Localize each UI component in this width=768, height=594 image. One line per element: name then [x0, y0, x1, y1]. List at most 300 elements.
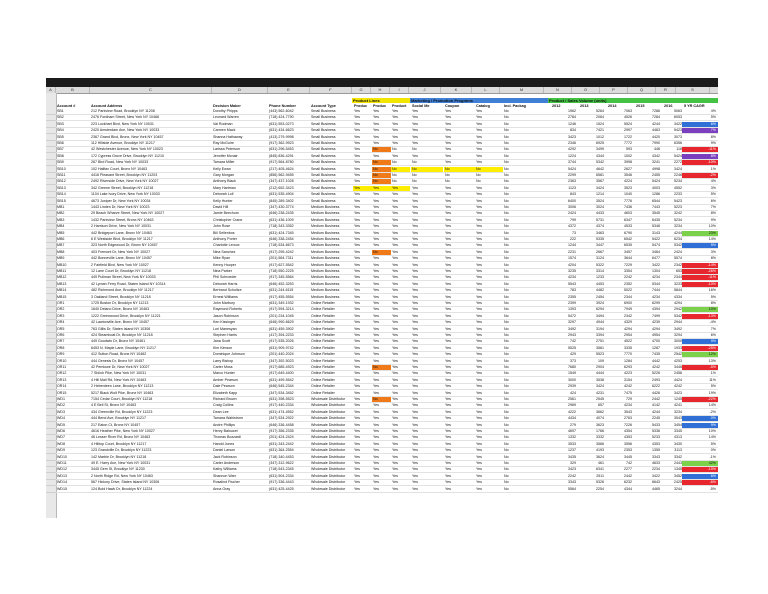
cell-v3[interactable]: 7229 — [624, 262, 632, 267]
cell-ct[interactable]: Yes — [476, 448, 482, 453]
cell-ph[interactable]: (631) 349-1932 — [269, 301, 294, 305]
cell-ct[interactable]: Yes — [476, 109, 482, 113]
table-row[interactable] — [56, 429, 718, 435]
table-row[interactable] — [56, 160, 718, 166]
cell-type[interactable]: Small Business — [311, 179, 336, 184]
cell-c[interactable]: Yes — [392, 486, 398, 491]
cell-type[interactable]: Small Business — [311, 147, 336, 152]
cell-ip[interactable]: No — [504, 473, 509, 478]
cell-ip[interactable]: No — [504, 205, 509, 209]
cell-dm[interactable]: Elizabeth Kapp — [213, 390, 238, 395]
cell-cp[interactable]: Yes — [445, 365, 451, 369]
cell-acct[interactable]: OR5 — [57, 326, 65, 331]
cell-c[interactable]: Yes — [392, 205, 398, 209]
cell-sm[interactable]: Yes — [412, 429, 418, 433]
cell-acct[interactable]: MB12 — [57, 275, 67, 280]
cell-addr[interactable]: 124 Bold Hawk Dr, Brooklyn NY 11224 — [91, 486, 153, 491]
table-row[interactable] — [56, 359, 718, 365]
cell-cp[interactable]: Yes — [445, 461, 451, 465]
cell-b[interactable]: Yes — [373, 205, 379, 209]
table-row[interactable] — [56, 269, 718, 275]
cell-a[interactable]: Yes — [354, 198, 360, 203]
table-row[interactable] — [56, 263, 718, 269]
row-number[interactable] — [46, 410, 56, 416]
cell-cp[interactable]: Yes — [445, 409, 451, 414]
table-row[interactable] — [56, 282, 718, 288]
cell-ph[interactable]: (631) 364-2554 — [269, 448, 294, 453]
cell-v5[interactable]: 4334 — [674, 294, 682, 299]
cell-addr[interactable]: 1725 Boston Dr, Brooklyn NY 11213 — [91, 301, 149, 305]
cell-v4[interactable]: 2234 — [652, 467, 660, 472]
cell-ct[interactable]: Yes — [476, 454, 482, 459]
cell-v3[interactable]: 742 — [626, 461, 632, 465]
cell-sm[interactable]: Yes — [412, 473, 418, 478]
cell-addr[interactable]: 212 Parkview Road, Brooklyn NY 11208 — [91, 109, 155, 113]
cell-cp[interactable]: Yes — [445, 141, 451, 145]
cell-v5[interactable]: 5234 — [674, 217, 682, 222]
table-row[interactable] — [56, 192, 718, 198]
cell-sm[interactable]: Yes — [412, 121, 418, 126]
cell-c[interactable]: Yes — [392, 128, 398, 133]
table-row[interactable] — [56, 231, 718, 237]
row-number[interactable] — [46, 115, 56, 121]
cell-cagr[interactable]: 4% — [710, 109, 716, 113]
cell-ct[interactable]: Yes — [476, 365, 482, 369]
cell-v4[interactable]: 2442 — [652, 397, 660, 401]
cell-sm[interactable]: Yes — [412, 275, 418, 280]
cell-v1[interactable]: 4697 — [568, 429, 576, 433]
cell-ct[interactable]: Yes — [476, 397, 482, 401]
row-number[interactable] — [46, 448, 56, 454]
cell-acct[interactable]: MB9 — [57, 256, 65, 261]
cell-cagr[interactable]: 6% — [710, 198, 716, 203]
cell-v5[interactable]: 2272 — [674, 160, 682, 165]
cell-v3[interactable]: 3523 — [624, 185, 632, 190]
table-row[interactable] — [56, 320, 718, 326]
cell-v3[interactable]: 5022 — [624, 288, 632, 293]
cell-ph[interactable]: (631) 424-7345 — [269, 230, 294, 235]
cell-b[interactable]: No — [373, 173, 378, 177]
cell-cp[interactable]: Yes — [445, 333, 451, 337]
column-header-h[interactable]: H — [371, 87, 390, 93]
cell-v1[interactable]: 3343 — [568, 480, 576, 485]
cell-b[interactable]: Yes — [373, 288, 379, 293]
cell-dm[interactable]: Phil Schroeder — [213, 275, 237, 280]
cell-acct[interactable]: MB15 — [57, 294, 67, 299]
cell-dm[interactable]: Kathy Williams — [213, 467, 237, 472]
cell-b[interactable]: Yes — [373, 409, 379, 414]
cell-acct[interactable]: SB1 — [57, 109, 64, 113]
cell-sm[interactable]: Yes — [412, 390, 418, 395]
cell-a[interactable]: Yes — [354, 262, 360, 267]
cell-ip[interactable]: No — [504, 275, 509, 280]
cell-sm[interactable]: Yes — [412, 435, 418, 440]
cell-c[interactable]: Yes — [392, 275, 398, 280]
cell-v2[interactable]: 1233 — [596, 275, 604, 280]
cell-ph[interactable]: (646) 452-3253 — [269, 281, 294, 286]
cell-b[interactable]: Yes — [373, 243, 379, 248]
cell-v4[interactable]: 1286 — [652, 192, 660, 197]
cell-dm[interactable]: Tamara Miller — [213, 160, 235, 165]
cell-ph[interactable]: (646) 336-4458 — [269, 422, 294, 427]
cell-dm[interactable]: Anthony Porter — [213, 237, 237, 241]
cell-sm[interactable]: Yes — [412, 467, 418, 472]
cell-cagr[interactable]: 42% — [708, 461, 716, 465]
table-row[interactable] — [56, 224, 718, 230]
cell-dm[interactable]: Craig Collins — [213, 403, 234, 408]
cell-c[interactable]: Yes — [392, 141, 398, 145]
cell-addr[interactable]: 267 Bird Road, New York NY 10033 — [91, 160, 149, 165]
cell-b[interactable]: Yes — [373, 294, 379, 299]
cell-acct[interactable]: WD9 — [57, 448, 65, 453]
row-number[interactable] — [46, 378, 56, 384]
cell-ct[interactable]: Yes — [476, 147, 482, 152]
cell-c[interactable]: Yes — [392, 294, 398, 299]
cell-b[interactable]: Yes — [373, 275, 379, 280]
cell-v3[interactable]: 7226 — [624, 422, 632, 427]
cell-ip[interactable]: No — [504, 326, 509, 331]
table-row[interactable] — [56, 147, 718, 153]
cell-c[interactable]: No — [392, 160, 397, 165]
cell-v1[interactable]: 2242 — [568, 473, 576, 478]
cell-v1[interactable]: 4204 — [568, 262, 576, 267]
table-row[interactable] — [56, 455, 718, 461]
cell-b[interactable]: No — [373, 397, 378, 401]
cell-v2[interactable]: 5342 — [596, 160, 604, 165]
cell-v4[interactable]: 1355 — [652, 448, 660, 453]
row-number[interactable] — [46, 327, 56, 333]
cell-addr[interactable]: 7154 Cedar Court, Brooklyn NY 11218 — [91, 397, 153, 401]
cell-v1[interactable]: 1393 — [568, 307, 576, 312]
cell-v5[interactable]: 116 — [676, 147, 682, 152]
cell-addr[interactable]: 403 Fremont Dr, New York NY 10027 — [91, 249, 151, 254]
cell-v4[interactable]: 1304 — [652, 269, 660, 273]
cell-cp[interactable]: Yes — [445, 230, 451, 235]
table-row[interactable] — [56, 352, 718, 358]
table-row[interactable] — [56, 122, 718, 128]
cell-v1[interactable]: 2355 — [568, 294, 576, 299]
cell-sm[interactable]: Yes — [412, 326, 418, 331]
cell-v4[interactable]: 5336 — [652, 429, 660, 433]
cell-v2[interactable]: 1524 — [596, 121, 604, 126]
cell-v3[interactable]: 2442 — [624, 473, 632, 478]
cell-dm[interactable]: Kim Kimson — [213, 345, 233, 350]
cell-cp[interactable]: Yes — [445, 160, 451, 165]
cell-a[interactable]: Yes — [354, 448, 360, 453]
cell-type[interactable]: Small Business — [311, 121, 336, 126]
cell-dm[interactable]: Anthony Black — [213, 179, 236, 184]
cell-cp[interactable]: Yes — [445, 121, 451, 126]
cell-c[interactable]: Yes — [392, 377, 398, 382]
cell-acct[interactable]: MB5 — [57, 230, 65, 235]
cell-ip[interactable]: No — [504, 230, 509, 235]
cell-v1[interactable]: 222 — [570, 237, 576, 241]
row-number[interactable] — [46, 186, 56, 192]
cell-type[interactable]: Wholesale Distributor — [311, 454, 346, 459]
cell-v4[interactable]: 3241 — [652, 160, 660, 165]
cell-v4[interactable]: 7286 — [652, 109, 660, 113]
cell-c[interactable]: Yes — [392, 339, 398, 344]
cell-acct[interactable]: WD10 — [57, 454, 67, 459]
cell-ip[interactable]: No — [504, 153, 509, 158]
cell-acct[interactable]: WD7 — [57, 435, 65, 440]
cell-acct[interactable]: WD13 — [57, 473, 67, 478]
cell-addr[interactable]: 7 Shiloh Pike, New York NY 10031 — [91, 371, 147, 376]
cell-cp[interactable]: Yes — [445, 358, 451, 363]
cell-v3[interactable]: 4344 — [624, 486, 632, 491]
cell-ph[interactable]: (631) 499-5542 — [269, 377, 294, 382]
cell-cagr[interactable]: 6% — [710, 473, 716, 478]
cell-v5[interactable]: 3424 — [674, 166, 682, 171]
cell-v1[interactable]: 5564 — [568, 486, 576, 491]
cell-v1[interactable]: 843 — [570, 192, 576, 197]
cell-v4[interactable]: 2455 — [652, 173, 660, 177]
table-row[interactable] — [56, 435, 718, 441]
cell-acct[interactable]: OR1 — [57, 301, 65, 305]
cell-b[interactable]: Yes — [373, 109, 379, 113]
cell-ph[interactable]: (631) 434-6623 — [269, 128, 294, 133]
row-number[interactable] — [46, 423, 56, 429]
cell-ph[interactable]: (631) 425-4425 — [269, 486, 294, 491]
cell-a[interactable]: Yes — [354, 422, 360, 427]
cell-ph[interactable]: (718) 550-2225 — [269, 269, 294, 273]
cell-v3[interactable]: 6347 — [624, 217, 632, 222]
cell-dm[interactable]: Kelly Ewan — [213, 166, 231, 171]
cell-sm[interactable]: Yes — [412, 185, 418, 190]
cell-a[interactable]: Yes — [354, 358, 360, 363]
cell-ph[interactable]: (718) 424-7790 — [269, 115, 294, 120]
column-header-f[interactable]: F — [310, 87, 352, 93]
cell-v2[interactable]: 2904 — [596, 365, 604, 369]
cell-v4[interactable]: 7284 — [652, 115, 660, 120]
cell-sm[interactable]: Yes — [412, 461, 418, 465]
cell-ip[interactable]: No — [504, 134, 509, 139]
cell-v1[interactable]: 4222 — [568, 409, 576, 414]
cell-c[interactable]: Yes — [392, 422, 398, 427]
cell-type[interactable]: Medium Business — [311, 217, 340, 222]
cell-c[interactable]: Yes — [392, 217, 398, 222]
cell-b[interactable]: Yes — [373, 237, 379, 241]
cell-cp[interactable]: Yes — [445, 262, 451, 267]
cell-ip[interactable]: No — [504, 461, 509, 465]
cell-addr[interactable]: 4616 Heather Pike, New York NY 10027 — [91, 429, 155, 433]
cell-ct[interactable]: Yes — [476, 128, 482, 133]
cell-ph[interactable]: (856) 562-9455 — [269, 173, 294, 177]
cell-sm[interactable]: Yes — [412, 397, 418, 401]
row-number[interactable] — [46, 109, 56, 115]
cell-addr[interactable]: 2420 Amsterdam Ave, New York NY 10033 — [91, 128, 160, 133]
cell-ip[interactable]: No — [504, 281, 509, 286]
cell-a[interactable]: Yes — [354, 224, 360, 229]
cell-addr[interactable]: 49 E. Harry Ave, New York NY 10031 — [91, 461, 151, 465]
cell-ip[interactable]: No — [504, 166, 509, 171]
cell-v1[interactable]: 2939 — [568, 384, 576, 389]
row-number[interactable] — [46, 211, 56, 217]
cell-v5[interactable]: 3452 — [674, 473, 682, 478]
cell-addr[interactable]: 42 Lyman Ferry Road, Staten Island NY 10314 — [91, 281, 166, 286]
cell-addr[interactable]: 3445 Gem St, Brooklyn NY 11230 — [91, 467, 145, 472]
row-number[interactable] — [46, 275, 56, 281]
cell-addr[interactable]: 42 Pemlowe Dr, New York NY 10027 — [91, 365, 150, 369]
cell-cp[interactable]: Yes — [445, 403, 451, 408]
cell-v2[interactable]: 3624 — [596, 454, 604, 459]
cell-dm[interactable]: Amber Pearson — [213, 377, 238, 382]
cell-cagr[interactable]: 1% — [710, 371, 716, 376]
cell-v2[interactable]: 2667 — [596, 249, 604, 254]
cell-cp[interactable]: Yes — [445, 294, 451, 299]
cell-ct[interactable]: Yes — [476, 224, 482, 229]
cell-type[interactable]: Online Retailer — [311, 339, 335, 344]
row-number[interactable] — [46, 346, 56, 352]
cell-ip[interactable]: No — [504, 121, 509, 126]
cell-v4[interactable]: 4142 — [652, 403, 660, 408]
cell-v4[interactable]: 4998 — [652, 166, 660, 171]
table-row[interactable] — [56, 256, 718, 262]
cell-c[interactable]: Yes — [392, 371, 398, 376]
cell-ct[interactable]: Yes — [476, 185, 482, 190]
cell-dm[interactable]: John Rose — [213, 224, 231, 229]
cell-sm[interactable]: Yes — [412, 269, 418, 273]
cell-v1[interactable]: 5472 — [568, 313, 576, 318]
cell-a[interactable]: Yes — [354, 345, 360, 350]
cell-v2[interactable]: 3566 — [596, 441, 604, 446]
cell-type[interactable]: Medium Business — [311, 281, 340, 286]
cell-cp[interactable]: Yes — [445, 281, 451, 286]
cell-a[interactable]: Yes — [354, 480, 360, 485]
row-number[interactable] — [46, 269, 56, 275]
cell-ip[interactable]: No — [504, 390, 509, 395]
cell-v3[interactable]: 6790 — [624, 230, 632, 235]
cell-cp[interactable]: Yes — [445, 384, 451, 389]
cell-c[interactable]: Yes — [392, 198, 398, 203]
cell-ip[interactable]: No — [504, 249, 509, 254]
cell-a[interactable]: Yes — [354, 217, 360, 222]
cell-type[interactable]: Medium Business — [311, 224, 340, 229]
cell-dm[interactable]: Kenny Hooper — [213, 262, 236, 267]
cell-v4[interactable]: 5433 — [652, 422, 660, 427]
column-header-b[interactable]: B — [56, 87, 90, 93]
cell-dm[interactable]: Christopher Crane — [213, 217, 243, 222]
cell-cagr[interactable]: 11% — [709, 377, 716, 382]
cell-c[interactable]: Yes — [392, 454, 398, 459]
cell-v2[interactable]: 5523 — [596, 352, 604, 357]
cell-b[interactable]: Yes — [373, 281, 379, 286]
row-number[interactable] — [46, 192, 56, 198]
cell-a[interactable]: Yes — [354, 141, 360, 145]
cell-v3[interactable]: 2342 — [624, 313, 632, 318]
cell-v5[interactable]: 2425 — [674, 480, 682, 485]
cell-ph[interactable]: (347) 392-5023 — [269, 358, 294, 363]
cell-v5[interactable]: 1345 — [674, 467, 682, 472]
column-header-g[interactable]: G — [352, 87, 371, 93]
cell-addr[interactable]: 434 Greenville Rd, Brooklyn NY 11223 — [91, 409, 153, 414]
table-row[interactable] — [56, 371, 718, 377]
cell-cp[interactable]: Yes — [445, 249, 451, 254]
cell-a[interactable]: Yes — [354, 333, 360, 337]
cell-b[interactable]: Yes — [373, 403, 379, 408]
cell-acct[interactable]: MB3 — [57, 217, 65, 222]
cell-sm[interactable]: Yes — [412, 486, 418, 491]
column-header-l[interactable]: L — [472, 87, 500, 93]
cell-sm[interactable]: Yes — [412, 288, 418, 293]
cell-sm[interactable]: Yes — [412, 217, 418, 222]
cell-c[interactable]: Yes — [392, 237, 398, 241]
cell-b[interactable]: Yes — [373, 262, 379, 267]
cell-b[interactable]: Yes — [373, 467, 379, 472]
cell-sm[interactable]: Yes — [412, 448, 418, 453]
cell-acct[interactable]: OR3 — [57, 313, 65, 318]
cell-ct[interactable]: Yes — [476, 422, 482, 427]
column-header-o[interactable]: O — [572, 87, 600, 93]
cell-cp[interactable]: Yes — [445, 377, 451, 382]
cell-sm[interactable]: No — [412, 179, 417, 184]
row-number[interactable] — [46, 384, 56, 390]
cell-type[interactable]: Online Retailer — [311, 352, 335, 357]
cell-cagr[interactable]: 3% — [710, 185, 716, 190]
cell-acct[interactable]: SB9 — [57, 160, 64, 165]
cell-v4[interactable]: 4003 — [652, 185, 660, 190]
row-number[interactable] — [46, 135, 56, 141]
cell-v4[interactable]: 5344 — [652, 281, 660, 286]
cell-v3[interactable]: 3335 — [624, 345, 632, 350]
cell-cp[interactable]: Yes — [445, 467, 451, 472]
cell-acct[interactable]: MB1 — [57, 205, 65, 209]
cell-a[interactable]: Yes — [354, 461, 360, 465]
cell-acct[interactable]: WD3 — [57, 409, 65, 414]
cell-ip[interactable]: No — [504, 109, 509, 113]
cell-type[interactable]: Medium Business — [311, 237, 340, 241]
cell-sm[interactable]: No — [412, 173, 417, 177]
cell-v1[interactable]: 5543 — [568, 281, 576, 286]
cell-cp[interactable]: Yes — [445, 275, 451, 280]
table-row[interactable] — [56, 141, 718, 147]
cell-ct[interactable]: Yes — [476, 416, 482, 421]
cell-a[interactable]: Yes — [354, 473, 360, 478]
cell-a[interactable]: Yes — [354, 128, 360, 133]
table-row[interactable] — [56, 218, 718, 224]
cell-v5[interactable]: 5423 — [674, 128, 682, 133]
cell-a[interactable]: Yes — [354, 435, 360, 440]
cell-v5[interactable]: 6356 — [674, 141, 682, 145]
cell-ct[interactable]: Yes — [476, 211, 482, 216]
cell-addr[interactable]: 567 Hickory Drive, Staten Island NY 10306 — [91, 480, 160, 485]
row-number[interactable] — [46, 199, 56, 205]
cell-type[interactable]: Online Retailer — [311, 377, 335, 382]
cell-addr[interactable]: 449 Pullman Street, New York NY 10033 — [91, 275, 156, 280]
cell-dm[interactable]: Jennifer Mcnair — [213, 153, 238, 158]
row-number[interactable] — [46, 218, 56, 224]
cell-cp[interactable]: Yes — [445, 352, 451, 357]
cell-cagr[interactable]: -22% — [707, 397, 716, 401]
cell-addr[interactable]: 123 Grandville Dr, Brooklyn NY 11223 — [91, 448, 152, 453]
cell-dm[interactable]: Richard Brown — [213, 397, 237, 401]
cell-cp[interactable]: Yes — [445, 153, 451, 158]
cell-sm[interactable]: Yes — [412, 237, 418, 241]
cell-addr[interactable]: 1432 Parkview Street, Bronx NY 10463 — [91, 217, 154, 222]
cell-b[interactable]: Yes — [373, 269, 379, 273]
cell-v5[interactable]: 3492 — [674, 326, 682, 331]
cell-ct[interactable]: Yes — [476, 256, 482, 261]
cell-a[interactable]: Yes — [354, 121, 360, 126]
cell-cp[interactable]: Yes — [445, 217, 451, 222]
cell-v3[interactable]: 7770 — [624, 352, 632, 357]
cell-v3[interactable]: 5524 — [624, 121, 632, 126]
cell-v3[interactable]: 4223 — [624, 371, 632, 376]
table-row[interactable] — [56, 391, 718, 397]
cell-b[interactable]: Yes — [373, 352, 379, 357]
cell-addr[interactable]: 5217 Black Wolf Pike, Bronx NY 10463 — [91, 390, 154, 395]
column-header-c[interactable]: C — [90, 87, 212, 93]
